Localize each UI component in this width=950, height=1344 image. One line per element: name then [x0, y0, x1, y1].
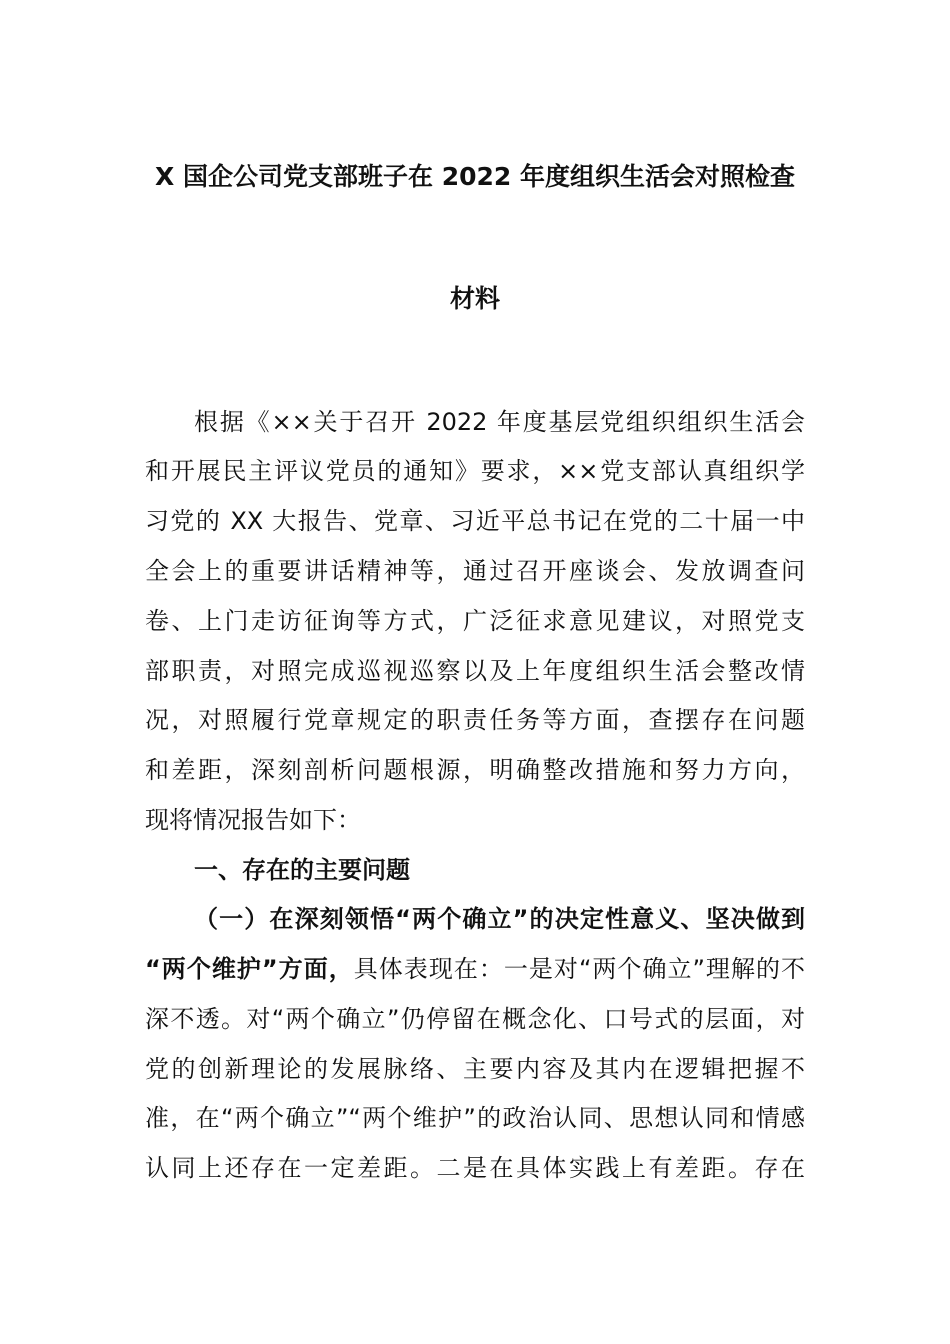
- intro-line: 和差距，深刻剖析问题根源，明确整改措施和努力方向，: [145, 756, 805, 784]
- document-title-line-2: 材料: [449, 284, 500, 313]
- subsection-line: 认同上还存在一定差距。二是在具体实践上有差距。存在: [145, 1154, 805, 1182]
- document-title-line-1: X 国企公司党支部班子在 2022 年度组织生活会对照检查: [155, 162, 795, 191]
- section-heading: 一、存在的主要问题: [194, 856, 410, 884]
- subsection-line: 准，在“两个确立”“两个维护”的政治认同、思想认同和情感: [145, 1104, 805, 1132]
- intro-line: 习党的 XX 大报告、党章、习近平总书记在党的二十届一中: [145, 507, 805, 535]
- subsection-mixed-line: [145, 952, 805, 986]
- intro-line: 和开展民主评议党员的通知》要求，××党支部认真组织学: [145, 457, 805, 485]
- intro-line: 现将情况报告如下：: [145, 806, 361, 834]
- subsection-heading-continuation: “两个维护”方面，: [145, 955, 354, 983]
- subsection-line: 深不透。对“两个确立”仍停留在概念化、口号式的层面，对: [145, 1005, 805, 1033]
- intro-line: 况，对照履行党章规定的职责任务等方面，查摆存在问题: [145, 706, 805, 734]
- subsection-line: 党的创新理论的发展脉络、主要内容及其内在逻辑把握不: [145, 1055, 805, 1083]
- subsection-heading: （一）在深刻领悟“两个确立”的决定性意义、坚决做到: [194, 905, 805, 933]
- subsection-text-start: 具体表现在：一是对“两个确立”理解的不: [353, 955, 806, 983]
- intro-line: 卷、上门走访征询等方式，广泛征求意见建议，对照党支: [145, 607, 805, 635]
- intro-line: 全会上的重要讲话精神等，通过召开座谈会、发放调查问: [145, 557, 805, 585]
- intro-line: 部职责，对照完成巡视巡察以及上年度组织生活会整改情: [145, 657, 805, 685]
- intro-line: 根据《××关于召开 2022 年度基层党组织组织生活会: [194, 408, 805, 436]
